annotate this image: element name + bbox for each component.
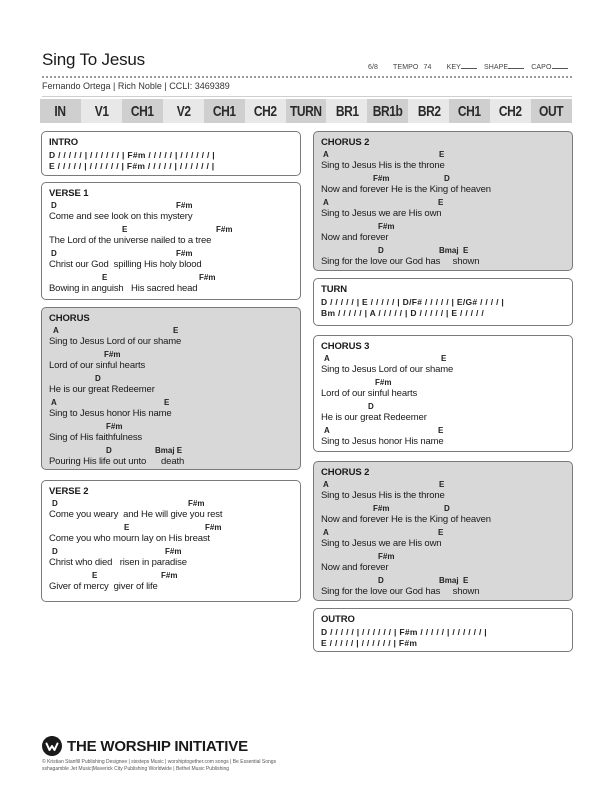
chord-symbol: A <box>323 480 329 489</box>
chord-symbol: F#m <box>373 504 390 513</box>
lyric-line <box>49 446 294 470</box>
lyric-line <box>49 422 294 446</box>
roadmap-label: BR1b <box>372 102 403 120</box>
roadmap-label: IN <box>54 102 67 120</box>
chord-progression-line: D / / / / / | / / / / / / | F#m / / / / / | / / / / / / | <box>49 150 215 160</box>
chord-progression-line: Bm / / / / / | A / / / / / | D / / / / / | E / / / / / <box>321 308 484 318</box>
chord-symbol: F#m <box>161 571 178 580</box>
chord-symbol: D <box>51 201 57 210</box>
chord-symbol: D <box>444 174 450 183</box>
lyric-line <box>321 528 566 552</box>
lyric-lines <box>49 326 294 470</box>
chord-symbol: F#m <box>104 350 121 359</box>
roadmap-tile <box>245 99 286 123</box>
lyric-text: Now and forever <box>321 232 389 243</box>
lyric-text: Lord of our sinful hearts <box>321 388 418 399</box>
roadmap-tile <box>326 99 367 123</box>
chord-symbol: E <box>439 480 445 489</box>
chord-symbol: E <box>92 571 98 580</box>
lyric-line <box>321 576 566 600</box>
chord-symbol: E <box>164 398 170 407</box>
roadmap-label: CH2 <box>499 102 523 120</box>
chord-progression-line: E / / / / / | / / / / / / | F#m / / / / / | / / / / / / | <box>49 161 215 171</box>
lyric-line <box>49 374 294 398</box>
section-turn <box>313 278 573 326</box>
roadmap-label: CH2 <box>253 102 277 120</box>
section-title: CHORUS 2 <box>321 467 370 478</box>
roadmap-tile <box>490 99 531 123</box>
chord-symbol: D <box>52 547 58 556</box>
shape-blank <box>508 63 524 69</box>
lyric-line <box>321 480 566 504</box>
lyric-line <box>49 201 294 225</box>
chord-symbol: F#m <box>375 378 392 387</box>
roadmap-label: V2 <box>176 102 191 120</box>
lyric-line <box>49 225 294 249</box>
lyric-text: Christ our God spilling His holy blood <box>49 259 202 270</box>
chord-symbol: F#m <box>106 422 123 431</box>
lyric-text: Sing for the love our God has shown <box>321 256 480 267</box>
lyric-text: Come you weary and He will give you rest <box>49 509 223 520</box>
lyric-line <box>321 150 566 174</box>
roadmap-label: TURN <box>290 102 322 120</box>
chord-symbol: E <box>124 523 130 532</box>
chord-progression-line: D / / / / / | E / / / / / | D/F# / / / / / | E/G# / / / / | <box>321 297 505 307</box>
lyric-line <box>49 499 294 523</box>
lyric-text: Pouring His life out unto death <box>49 456 185 467</box>
lyric-text: He is our great Redeemer <box>321 412 427 423</box>
lyric-line <box>49 350 294 374</box>
section-title: CHORUS 2 <box>321 137 370 148</box>
roadmap-label: CH1 <box>458 102 482 120</box>
roadmap-label: V1 <box>94 102 109 120</box>
lyric-lines <box>49 201 294 297</box>
lyric-line <box>321 552 566 576</box>
section-title: TURN <box>321 284 347 295</box>
chord-progression-line: D / / / / / | / / / / / / | F#m / / / / / | / / / / / / | <box>321 627 487 637</box>
lyric-text: Sing to Jesus honor His name <box>321 436 444 447</box>
lyric-text: Bowing in anguish His sacred head <box>49 283 198 294</box>
brand-logo <box>42 736 248 756</box>
capo-blank <box>552 63 568 69</box>
lyric-text: Come you who mourn lay on His breast <box>49 533 210 544</box>
tempo: TEMPO 74 <box>393 64 432 71</box>
chord-symbol: D <box>378 576 384 585</box>
credits-line: © Kristian Stanfill Publishing Designee | sixsteps Music | worshiptogether.com songs | Be Essential Songs <box>42 759 277 765</box>
roadmap-tile <box>163 99 204 123</box>
section-title: VERSE 1 <box>49 188 89 199</box>
lyric-line <box>49 571 294 595</box>
chord-symbol: D <box>51 249 57 258</box>
section-title: OUTRO <box>321 614 355 625</box>
lyric-text: Sing to Jesus Lord of our shame <box>49 336 182 347</box>
chord-symbol: A <box>51 398 57 407</box>
roadmap-tile <box>286 99 327 123</box>
lyric-text: Sing for the love our God has shown <box>321 586 480 597</box>
lyric-text: Now and forever <box>321 562 389 573</box>
lyric-line <box>321 246 566 270</box>
lyric-line <box>49 547 294 571</box>
lyric-line <box>321 426 566 450</box>
chord-symbol: F#m <box>216 225 233 234</box>
lyric-text: Sing to Jesus we are His own <box>321 538 442 549</box>
section-verse1 <box>41 182 301 300</box>
lyric-text: Sing of His faithfulness <box>49 432 143 443</box>
lyric-lines <box>321 480 566 600</box>
roadmap-tile <box>81 99 122 123</box>
chord-symbol: A <box>324 426 330 435</box>
lyric-line <box>49 273 294 297</box>
lyric-line <box>49 523 294 547</box>
lyric-line <box>321 222 566 246</box>
chord-symbol: D <box>52 499 58 508</box>
lyric-lines <box>49 499 294 595</box>
lyric-line <box>49 249 294 273</box>
song-meta <box>368 63 570 71</box>
chord-symbol: E <box>439 150 445 159</box>
lyric-text: Lord of our sinful hearts <box>49 360 146 371</box>
chord-symbol: F#m <box>176 201 193 210</box>
lyric-text: Giver of mercy giver of life <box>49 581 158 592</box>
lyric-line <box>321 174 566 198</box>
section-title: CHORUS 3 <box>321 341 370 352</box>
section-title: VERSE 2 <box>49 486 89 497</box>
section-chorus3 <box>313 335 573 452</box>
chord-symbol: D <box>444 504 450 513</box>
chord-symbol: E <box>438 426 444 435</box>
section-title: INTRO <box>49 137 79 148</box>
divider <box>42 96 572 97</box>
roadmap-tile <box>531 99 572 123</box>
chord-symbol: F#m <box>378 552 395 561</box>
section-chorus2 <box>313 131 573 271</box>
lyric-text: Now and forever He is the King of heaven <box>321 184 491 195</box>
lyric-text: Now and forever He is the King of heaven <box>321 514 491 525</box>
roadmap-label: OUT <box>539 102 564 120</box>
lyric-line <box>321 198 566 222</box>
chord-symbol: Bmaj E <box>439 576 469 585</box>
lyric-text: Sing to Jesus honor His name <box>49 408 172 419</box>
roadmap-label: BR2 <box>417 102 441 120</box>
chord-progression-line: E / / / / / | / / / / / / | F#m <box>321 638 418 648</box>
chord-symbol: D <box>95 374 101 383</box>
shape-label: SHAPE <box>483 64 509 71</box>
worship-initiative-logo-icon <box>42 736 62 756</box>
lyric-text: Sing to Jesus His is the throne <box>321 490 445 501</box>
lyric-text: The Lord of the universe nailed to a tree <box>49 235 212 246</box>
roadmap-tile <box>408 99 449 123</box>
section-intro <box>41 131 301 176</box>
time-signature: 6/8 <box>368 64 379 71</box>
chord-symbol: F#m <box>176 249 193 258</box>
chord-symbol: F#m <box>199 273 216 282</box>
chord-symbol: F#m <box>205 523 222 532</box>
section-outro <box>313 608 573 652</box>
chord-symbol: E <box>173 326 179 335</box>
roadmap-label: CH1 <box>130 102 154 120</box>
roadmap-tile <box>449 99 490 123</box>
roadmap-tile <box>40 99 81 123</box>
lyric-line <box>321 402 566 426</box>
key-blank <box>461 63 477 69</box>
capo-label: CAPO <box>531 64 552 71</box>
lyric-text: He is our great Redeemer <box>49 384 155 395</box>
roadmap-tile <box>204 99 245 123</box>
lyric-text: Come and see look on this mystery <box>49 211 193 222</box>
lyric-line <box>321 504 566 528</box>
roadmap-label: CH1 <box>212 102 236 120</box>
lyric-line <box>49 398 294 422</box>
dotted-divider <box>42 76 572 78</box>
section-title: CHORUS <box>49 313 90 324</box>
credits-line: sshagamble Jet Music|Maverick City Publishing Worldwide | Bethel Music Publishing <box>42 766 230 772</box>
chord-symbol: F#m <box>188 499 205 508</box>
publishing-credits <box>42 759 362 773</box>
chord-symbol: Bmaj E <box>155 446 183 455</box>
lyric-lines <box>321 354 566 450</box>
roadmap-tile <box>122 99 163 123</box>
chord-symbol: A <box>323 528 329 537</box>
lyric-text: Sing to Jesus His is the throne <box>321 160 445 171</box>
chord-symbol: D <box>368 402 374 411</box>
chord-symbol: A <box>323 198 329 207</box>
roadmap-label: BR1 <box>335 102 359 120</box>
song-title: Sing To Jesus <box>42 50 145 69</box>
lyric-line <box>321 378 566 402</box>
section-chorus <box>41 307 301 470</box>
lyric-text: Sing to Jesus Lord of our shame <box>321 364 454 375</box>
chord-symbol: E <box>438 198 444 207</box>
lyric-line <box>321 354 566 378</box>
chord-symbol: F#m <box>165 547 182 556</box>
authors-ccli: Fernando Ortega | Rich Noble | CCLI: 3469389 <box>42 81 230 91</box>
section-chorus2-repeat <box>313 461 573 601</box>
chord-symbol: D <box>378 246 384 255</box>
chord-symbol: E <box>122 225 128 234</box>
chord-symbol: E <box>438 528 444 537</box>
key-label: KEY <box>446 64 461 71</box>
roadmap-tile <box>367 99 408 123</box>
chord-symbol: A <box>323 150 329 159</box>
brand-name: THE WORSHIP INITIATIVE <box>67 737 248 755</box>
chord-symbol: D <box>106 446 112 455</box>
section-verse2 <box>41 480 301 602</box>
song-roadmap <box>40 99 572 123</box>
chord-symbol: E <box>441 354 447 363</box>
lyric-line <box>49 326 294 350</box>
lyric-lines <box>321 150 566 270</box>
chord-symbol: A <box>324 354 330 363</box>
lyric-text: Sing to Jesus we are His own <box>321 208 442 219</box>
chord-symbol: Bmaj E <box>439 246 469 255</box>
chord-symbol: F#m <box>373 174 390 183</box>
chord-symbol: A <box>53 326 59 335</box>
chord-symbol: F#m <box>378 222 395 231</box>
lyric-text: Christ who died risen in paradise <box>49 557 187 568</box>
chord-symbol: E <box>102 273 108 282</box>
